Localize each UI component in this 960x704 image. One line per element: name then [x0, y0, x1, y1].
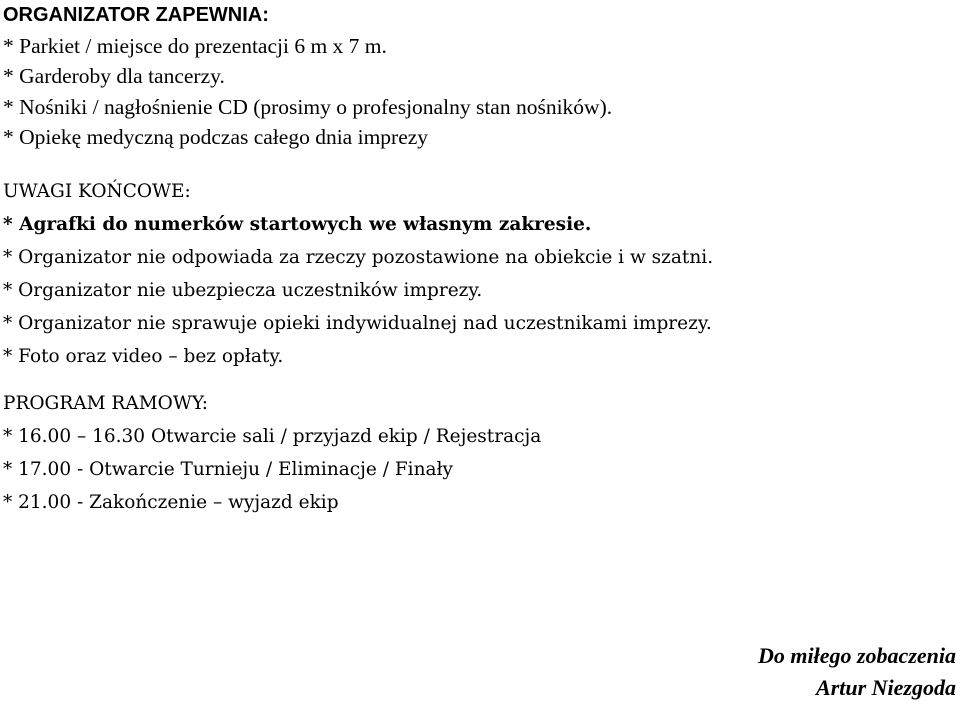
organizer-item: * Opiekę medyczną podczas całego dnia imprezy: [3, 125, 429, 149]
program-heading: PROGRAM RAMOWY:: [3, 393, 209, 414]
program-item: * 21.00 - Zakończenie – wyjazd ekip: [3, 492, 339, 513]
closing-line: Do miłego zobaczenia: [758, 643, 956, 668]
final-notes-item: * Agrafki do numerków startowych we własnym zakresie.: [3, 214, 592, 235]
program-item: * 16.00 – 16.30 Otwarcie sali / przyjazd ekip / Rejestracja: [3, 426, 542, 447]
final-notes-item: * Foto oraz video – bez opłaty.: [3, 346, 284, 367]
final-notes-item: * Organizator nie ubezpiecza uczestników imprezy.: [3, 280, 483, 301]
final-notes-item: * Organizator nie odpowiada za rzeczy pozostawione na obiekcie i w szatni.: [3, 247, 714, 268]
final-notes-item: * Organizator nie sprawuje opieki indywidualnej nad uczestnikami imprezy.: [3, 313, 712, 334]
final-notes-heading: UWAGI KOŃCOWE:: [3, 181, 191, 202]
organizer-item: * Nośniki / nagłośnienie CD (prosimy o profesjonalny stan nośników).: [3, 94, 613, 119]
organizer-item: * Parkiet / miejsce do prezentacji 6 m x 7 m.: [3, 33, 387, 58]
organizer-heading: ORGANIZATOR ZAPEWNIA:: [3, 4, 269, 26]
organizer-section: [3, 0, 612, 153]
final-notes-section: [3, 175, 713, 373]
organizer-item: * Garderoby dla tancerzy.: [3, 64, 225, 88]
signature-name: Artur Niezgoda: [816, 675, 956, 700]
program-item: * 17.00 - Otwarcie Turnieju / Eliminacje / Finały: [3, 459, 453, 480]
program-section: [3, 387, 541, 519]
signature-block: [758, 640, 956, 704]
